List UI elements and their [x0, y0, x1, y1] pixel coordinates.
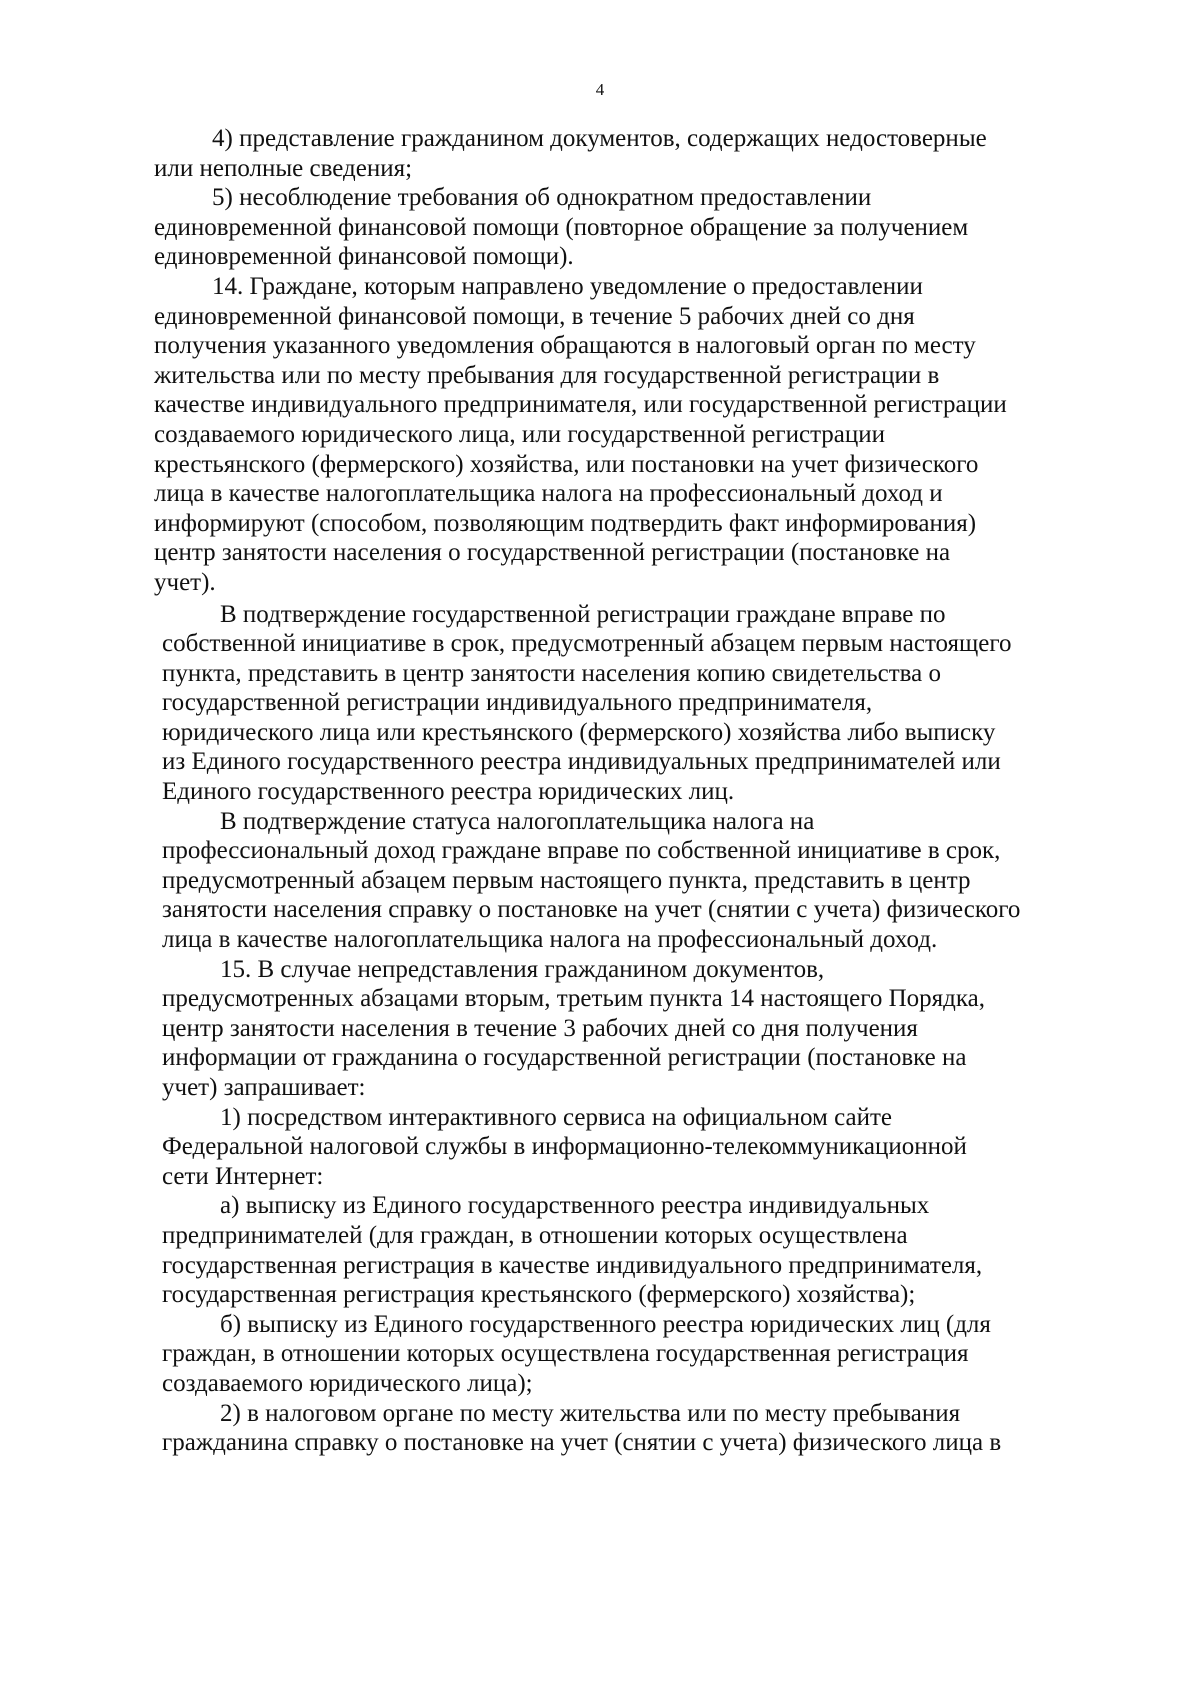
paragraph-subitem-1: 1) посредством интерактивного сервиса на официальном сайте Федеральной налоговой службы в информационно-телекоммуникационной сети Интернет: [162, 1103, 967, 1190]
paragraph-clause-14: 14. Граждане, которым направлено уведомление о предоставлении единовременной финансовой помощи, в течение 5 рабочих дней со дня получения указанного уведомления обращаются в налоговый орган по месту жительства или по месту пребывания для государственной регистрации в качестве индивидуального предпринимателя, или государственной регистрации создаваемого юридического лица, или государственной регистрации крестьянского (фермерского) хозяйства, или постановки на учет физического лица в качестве налогоплательщика налога на профессиональный доход и информируют (способом, позволяющим подтвердить факт информирования) центр занятости населения о государственной регистрации (постановке на учет). [154, 272, 1007, 596]
paragraph-item-5: 5) несоблюдение требования об однократном предоставлении единовременной финансовой помощи (повторное обращение за получением единовременной финансовой помощи). [154, 184, 969, 271]
paragraph-subitem-b: б) выписку из Единого государственного реестра юридических лиц (для граждан, в отношении которых осуществлена государственная регистрация создаваемого юридического лица); [162, 1310, 991, 1397]
paragraph-subitem-a: а) выписку из Единого государственного реестра индивидуальных предпринимателей (для граждан, в отношении которых осуществлена государственная регистрация в качестве индивидуального предпринимателя, государственная регистрация крестьянского (фермерского) хозяйства); [162, 1192, 983, 1309]
paragraph-clause-15: 15. В случае непредставления гражданином документов, предусмотренных абзацами вторым, третьим пункта 14 настоящего Порядка, центр занятости населения в течение 3 рабочих дней со дня получения информации от гражданина о государственной регистрации (постановке на учет) запрашивает: [162, 955, 985, 1101]
paragraph-item-4: 4) представление гражданином документов, содержащих недостоверные или неполные сведения; [154, 125, 987, 182]
paragraph-registration-confirmation: В подтверждение государственной регистрации граждане вправе по собственной инициативе в срок, предусмотренный абзацем первым настоящего пункта, представить в центр занятости населения копию свидетельства о государственной регистрации индивидуального предпринимателя, юридического лица или крестьянского (фермерского) хозяйства либо выписку из Единого государственного реестра индивидуальных предпринимателей или Единого государственного реестра юридических лиц. [162, 600, 1012, 806]
page-number: 4 [595, 80, 605, 99]
paragraph-taxpayer-status: В подтверждение статуса налогоплательщика налога на профессиональный доход граждане вправе по собственной инициативе в срок, предусмотренный абзацем первым настоящего пункта, представить в центр занятости населения справку о постановке на учет (снятии с учета) физического лица в качестве налогоплательщика налога на профессиональный доход. [162, 807, 1021, 954]
paragraph-subitem-2: 2) в налоговом органе по месту жительства или по месту пребывания гражданина справку о постановке на учет (снятии с учета) физического лица в [162, 1399, 1002, 1457]
document-body [154, 124, 1060, 1458]
